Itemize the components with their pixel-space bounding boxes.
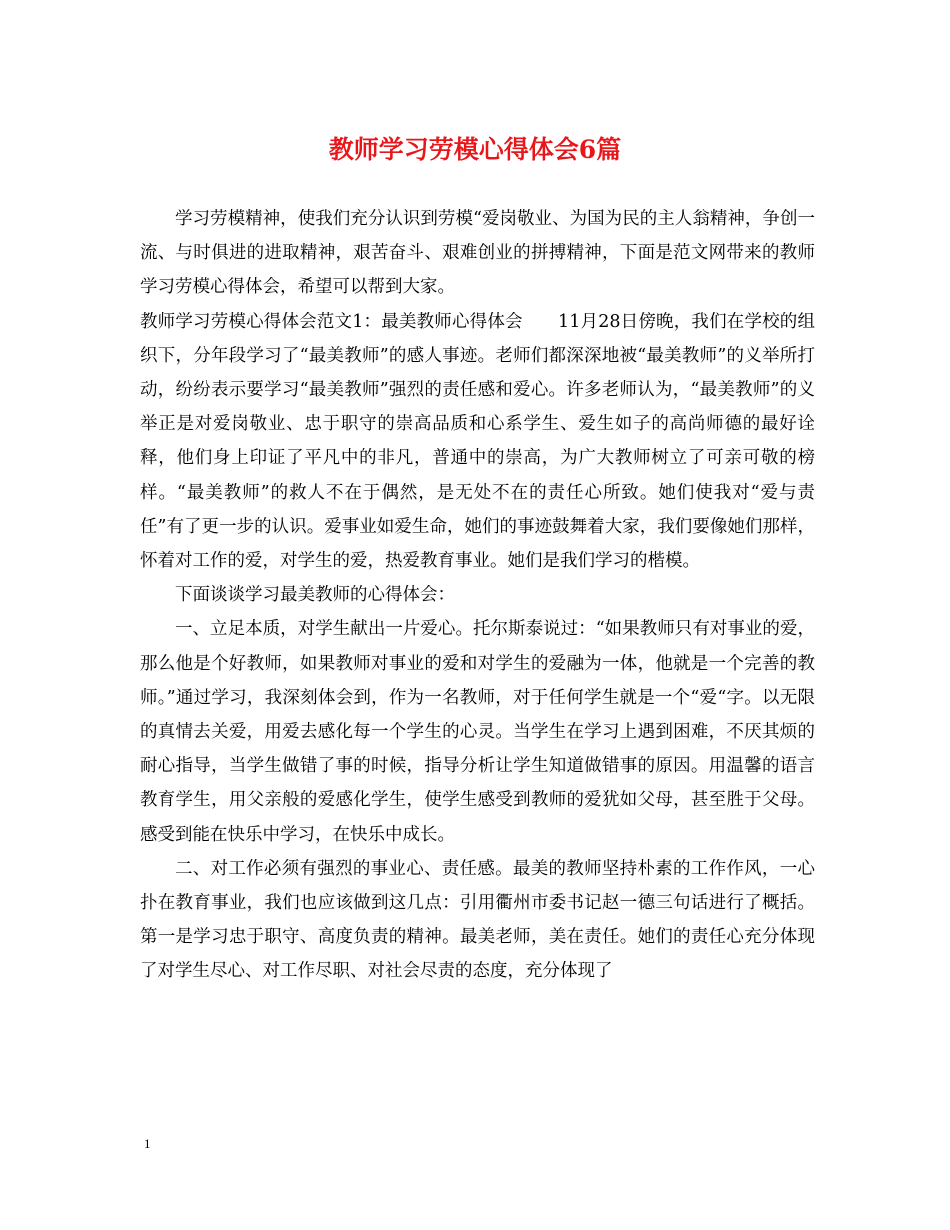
document-body bbox=[140, 202, 815, 989]
paragraph-essay-1: 教师学习劳模心得体会范文1：最美教师心得体会 11月28日傍晚，我们在学校的组织下，分年段学习了“最美教师”的感人事迹。老师们都深深地被“最美教师”的义举所打动，纷纷表示要学习“最美教师”强烈的责任感和爱心。许多老师认为，“最美教师”的义举正是对爱岗敬业、忠于职守的崇高品质和心系学生、爱生如子的高尚师德的最好诠释，他们身上印证了平凡中的非凡，普通中的崇高，为广大教师树立了可亲可敬的榜样。“最美教师”的救人不在于偶然，是无处不在的责任心所致。她们使我对“爱与责任”有了更一步的认识。爱事业如爱生命，她们的事迹鼓舞着大家，我们要像她们那样，怀着对工作的爱，对学生的爱，热爱教育事业。她们是我们学习的楷模。 bbox=[140, 311, 815, 572]
page-number: 1 bbox=[144, 1136, 151, 1151]
paragraph-subheading: 下面谈谈学习最美教师的心得体会： bbox=[175, 585, 455, 606]
paragraph-intro: 学习劳模精神，使我们充分认识到劳模“爱岗敬业、为国为民的主人翁精神，争创一流、与时俱进的进取精神，艰苦奋斗、艰难创业的拼搏精神，下面是范文网带来的教师学习劳模心得体会，希望可以帮到大家。 bbox=[140, 209, 815, 298]
paragraph-point-1: 一、立足本质，对学生献出一片爱心。托尔斯泰说过：“如果教师只有对事业的爱，那么他是个好教师，如果教师对事业的爱和对学生的爱融为一体，他就是一个完善的教师。”通过学习，我深刻体会到，作为一名教师，对于任何学生就是一个“爱“字。以无限的真情去关爱，用爱去感化每一个学生的心灵。当学生在学习上遇到困难，不厌其烦的耐心指导，当学生做错了事的时候，指导分析让学生知道做错事的原因。用温馨的语言教育学生，用父亲般的爱感化学生，使学生感受到教师的爱犹如父母，甚至胜于父母。感受到能在快乐中学习，在快乐中成长。 bbox=[140, 619, 815, 845]
document-title: 教师学习劳模心得体会6篇 bbox=[328, 135, 622, 164]
paragraph-point-2: 二、对工作必须有强烈的事业心、责任感。最美的教师坚持朴素的工作作风，一心扑在教育事业，我们也应该做到这几点：引用衢州市委书记赵一德三句话进行了概括。第一是学习忠于职守、高度负责的精神。最美老师，美在责任。她们的责任心充分体现了对学生尽心、对工作尽职、对社会尽责的态度，充分体现了 bbox=[140, 858, 815, 982]
